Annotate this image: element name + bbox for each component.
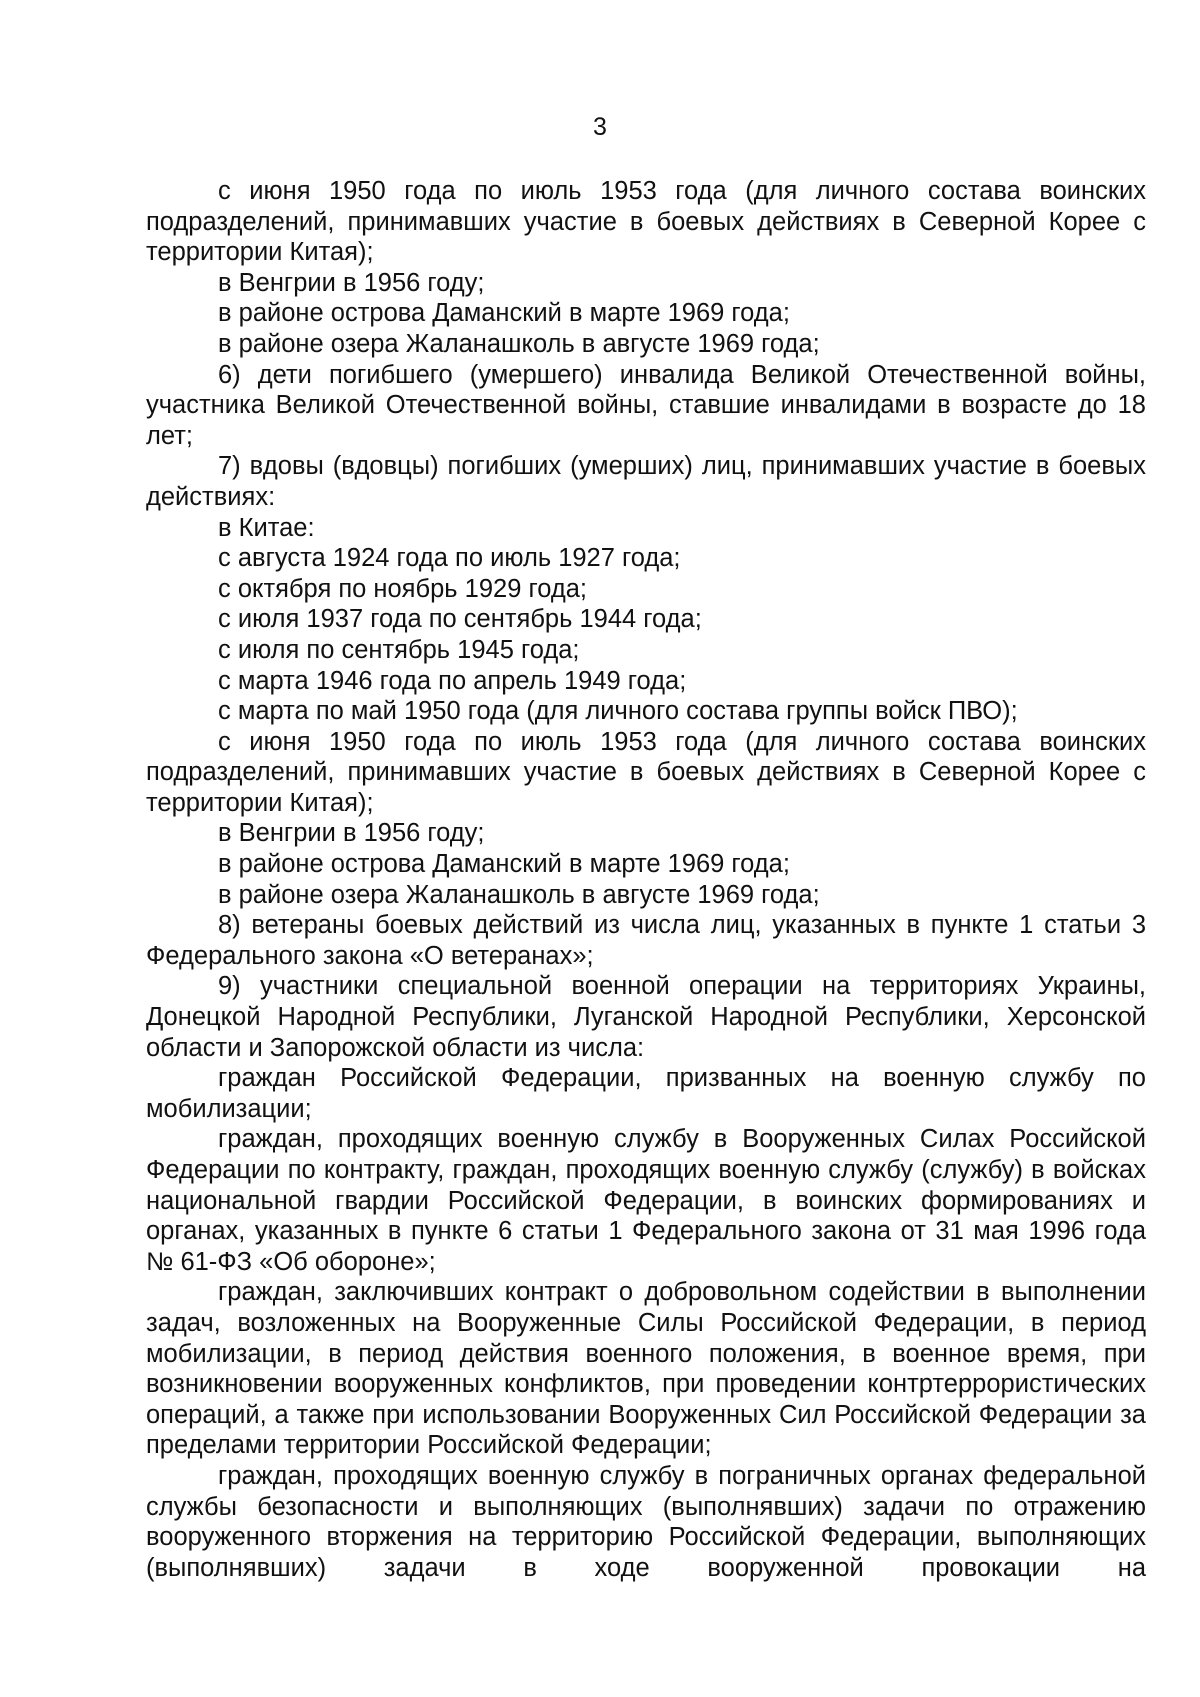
paragraph: с июля по сентябрь 1945 года;: [218, 635, 580, 664]
paragraph: в районе озера Жаланашколь в августе 1969 года;: [218, 329, 820, 358]
paragraph: с марта 1946 года по апрель 1949 года;: [218, 666, 687, 695]
paragraph: в Венгрии в 1956 году;: [218, 819, 485, 848]
paragraph: 6) дети погибшего (умершего) инвалида Великой Отечественной войны, участника Великой Отечественной войны, ставшие инвалидами в возрасте до 18 лет;: [146, 360, 1146, 450]
paragraph: 8) ветераны боевых действий из числа лиц, указанных в пункте 1 статьи 3 Федерального закона «О ветеранах»;: [146, 911, 1146, 970]
paragraph: 7) вдовы (вдовцы) погибших (умерших) лиц, принимавших участие в боевых действиях:: [146, 452, 1146, 511]
paragraph: в районе острова Даманский в марте 1969 года;: [218, 299, 790, 328]
paragraph: с июля 1937 года по сентябрь 1944 года;: [218, 605, 702, 634]
paragraph: с марта по май 1950 года (для личного состава группы войск ПВО);: [218, 697, 1018, 726]
paragraph: 9) участники специальной военной операции на территориях Украины, Донецкой Народной Республики, Луганской Народной Республики, Херсонской области и Запорожской области из числа:: [146, 972, 1146, 1062]
paragraph: с июня 1950 года по июль 1953 года (для личного состава воинских подразделений, принимавших участие в боевых действиях в Северной Корее с территории Китая);: [146, 727, 1146, 817]
paragraph: с августа 1924 года по июль 1927 года;: [218, 544, 681, 573]
paragraph: с октября по ноябрь 1929 года;: [218, 574, 587, 603]
document-body: [146, 176, 1146, 1583]
paragraph: граждан, заключивших контракт о добровольном содействии в выполнении задач, возложенных на Вооруженные Силы Российской Федерации, в период мобилизации, в период действия военного положения, в военное время, при возникновении вооруженных конфликтов, при проведении контртеррористических операций, а также при использовании Вооруженных Сил Российской Федерации за пределами территории Российской Федерации;: [146, 1278, 1146, 1460]
paragraph: с июня 1950 года по июль 1953 года (для личного состава воинских подразделений, принимавших участие в боевых действиях в Северной Корее с территории Китая);: [146, 177, 1146, 267]
paragraph: в районе острова Даманский в марте 1969 года;: [218, 850, 790, 879]
paragraph: граждан, проходящих военную службу в пограничных органах федеральной службы безопасности и выполняющих (выполнявших) задачи по отражению вооруженного вторжения на территорию Российской Федерации, выполняющих (выполнявших) задачи в ходе вооруженной провокации на: [146, 1461, 1146, 1582]
paragraph: граждан, проходящих военную службу в Вооруженных Силах Российской Федерации по контракту, граждан, проходящих военную службу (службу) в войсках национальной гвардии Российской Федерации, в воинских формированиях и органах, указанных в пункте 6 статьи 1 Федерального закона от 31 мая 1996 года № 61-ФЗ «Об обороне»;: [146, 1125, 1146, 1276]
paragraph: в районе озера Жаланашколь в августе 1969 года;: [218, 880, 820, 909]
paragraph: граждан Российской Федерации, призванных на военную службу по мобилизации;: [146, 1064, 1146, 1123]
paragraph: в Венгрии в 1956 году;: [218, 268, 485, 297]
page-number: 3: [593, 113, 607, 141]
paragraph: в Китае:: [218, 513, 315, 542]
